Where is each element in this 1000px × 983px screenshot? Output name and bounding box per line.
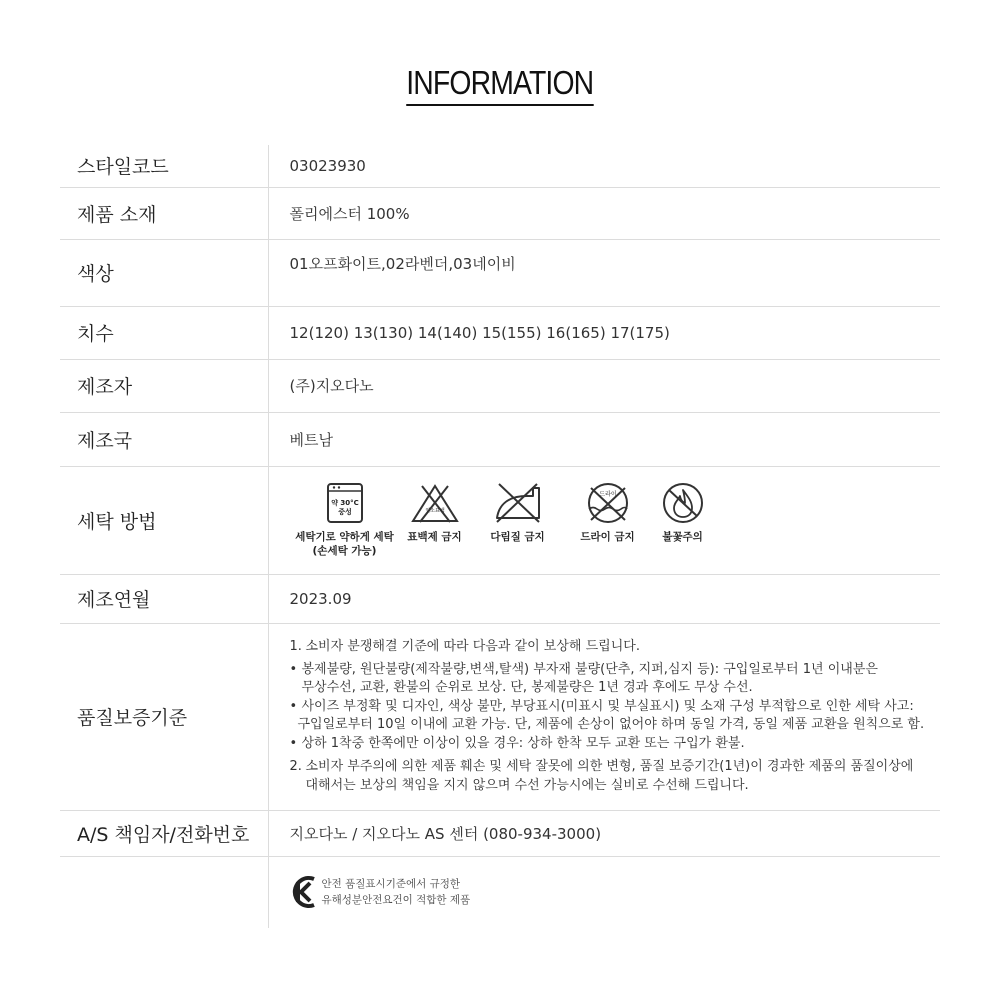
item-line: 소비자 부주의에 의한 제품 훼손 및 세탁 잘못에 의한 변형, 품질 보증기간(1년)이 경과한 제품의 품질이상에 bbox=[305, 759, 914, 774]
dry-inner-text: 드라이 bbox=[598, 491, 617, 498]
color-label: 색상 bbox=[60, 239, 268, 306]
warranty-bullet-2 bbox=[290, 698, 940, 735]
bullet: • bbox=[289, 735, 298, 751]
kc-text bbox=[322, 876, 471, 908]
care-label-fire: 불꽃주의 bbox=[662, 531, 703, 543]
washing-icons-cell bbox=[268, 466, 940, 574]
item-line: 대해서는 보상의 책임을 지지 않으며 수선 가능시에는 실비로 수선해 드립니다. bbox=[305, 777, 749, 793]
material-value: 폴리에스터 100% bbox=[268, 187, 940, 239]
bullet-line: 봉제불량, 원단불량(제작불량,변색,탈색) 부자재 불량(단추, 지퍼,심지 등): 구입일로부터 1년 이내분은 bbox=[301, 661, 878, 677]
item-text: 소비자 분쟁해결 기준에 따라 다음과 같이 보상해 드립니다. bbox=[305, 639, 640, 654]
item-number: 1. bbox=[289, 639, 302, 654]
mfg-date-label: 제조연월 bbox=[60, 574, 268, 623]
warranty-item-1 bbox=[290, 638, 940, 657]
material-label: 제품 소재 bbox=[60, 187, 268, 239]
row-color bbox=[60, 239, 940, 306]
row-size bbox=[60, 306, 940, 359]
care-label-iron: 다림질 금지 bbox=[490, 531, 545, 543]
care-label-dry: 드라이 금지 bbox=[580, 531, 635, 543]
no-iron-icon bbox=[493, 482, 543, 524]
wash-temp-text: 약 30°C bbox=[330, 499, 359, 507]
mfg-date-value: 2023.09 bbox=[268, 574, 940, 623]
care-item-bleach bbox=[403, 482, 467, 544]
bullet-line: 상하 1착중 한쪽에만 이상이 있을 경우: 상하 한착 모두 교환 또는 구입가 환불. bbox=[301, 735, 745, 751]
row-country bbox=[60, 412, 940, 466]
bullet-line: 사이즈 부정확 및 디자인, 색상 불만, 부당표시(미표시 및 부실표시) 및 소재 구성 부적합으로 인한 세탁 사고: bbox=[301, 698, 914, 714]
row-maker bbox=[60, 359, 940, 412]
kc-text-line2: 유해성분안전요건이 적합한 제품 bbox=[321, 894, 471, 907]
color-value: 01오프화이트,02라벤더,03네이비 bbox=[268, 239, 940, 306]
kc-text-line1: 안전 품질표시기준에서 규정한 bbox=[321, 878, 461, 891]
wash-detergent-text: 중성 bbox=[337, 508, 352, 516]
page-title-text: INFORMATION bbox=[406, 64, 593, 106]
kc-certification bbox=[290, 875, 940, 909]
row-style-code bbox=[60, 145, 940, 187]
kc-empty-label bbox=[60, 856, 268, 928]
item-number: 2. bbox=[289, 759, 302, 774]
row-warranty bbox=[60, 623, 940, 810]
country-label: 제조국 bbox=[60, 412, 268, 466]
row-kc bbox=[60, 856, 940, 928]
maker-value: (주)지오다노 bbox=[268, 359, 940, 412]
care-label-wash-line1: 세탁기로 약하게 세탁 bbox=[295, 531, 394, 543]
product-info-table bbox=[60, 145, 940, 928]
warranty-content bbox=[268, 623, 940, 810]
care-label-wash-line2: (손세탁 가능) bbox=[312, 545, 377, 557]
no-dry-clean-icon bbox=[585, 482, 631, 524]
bullet: • bbox=[289, 698, 298, 714]
country-value: 베트남 bbox=[268, 412, 940, 466]
care-item-fire bbox=[655, 482, 711, 544]
size-value: 12(120) 13(130) 14(140) 15(155) 16(165) 17(175) bbox=[268, 306, 940, 359]
warranty-label: 품질보증기준 bbox=[60, 623, 268, 810]
row-mfg-date bbox=[60, 574, 940, 623]
wash-30-icon bbox=[325, 482, 365, 524]
size-label: 치수 bbox=[60, 306, 268, 359]
row-material bbox=[60, 187, 940, 239]
maker-label: 제조자 bbox=[60, 359, 268, 412]
style-code-label: 스타일코드 bbox=[60, 145, 268, 187]
care-item-dry bbox=[575, 482, 641, 544]
row-washing bbox=[60, 466, 940, 574]
care-label-bleach: 표백제 금지 bbox=[407, 531, 462, 543]
page-title bbox=[0, 64, 1000, 106]
no-fire-icon bbox=[661, 482, 705, 524]
as-value: 지오다노 / 지오다노 AS 센터 (080-934-3000) bbox=[268, 810, 940, 856]
as-label: A/S 책임자/전화번호 bbox=[60, 810, 268, 856]
care-item-wash bbox=[293, 482, 397, 558]
warranty-bullet-3 bbox=[290, 735, 940, 754]
warranty-text bbox=[290, 638, 940, 795]
bullet: • bbox=[289, 661, 298, 677]
row-as bbox=[60, 810, 940, 856]
care-item-iron bbox=[485, 482, 551, 544]
no-bleach-icon bbox=[410, 482, 460, 524]
kc-cell bbox=[268, 856, 940, 928]
care-label-wash bbox=[295, 530, 394, 558]
kc-mark-icon bbox=[290, 875, 316, 909]
bullet-line: 무상수선, 교환, 환불의 순위로 보상. 단, 봉제불량은 1년 경과 후에도 무상 수선. bbox=[301, 680, 753, 695]
warranty-bullet-1 bbox=[290, 661, 940, 698]
washing-label: 세탁 방법 bbox=[60, 466, 268, 574]
bullet-line: 구입일로부터 10일 이내에 교환 가능. 단, 제품에 손상이 없어야 하며 동일 가격, 동일 제품 교환을 원칙으로 함. bbox=[297, 717, 925, 732]
bleach-inner-text: 염소표백 bbox=[424, 508, 445, 514]
warranty-item-2 bbox=[290, 758, 940, 795]
care-icons bbox=[290, 482, 940, 558]
style-code-value: 03023930 bbox=[268, 145, 940, 187]
